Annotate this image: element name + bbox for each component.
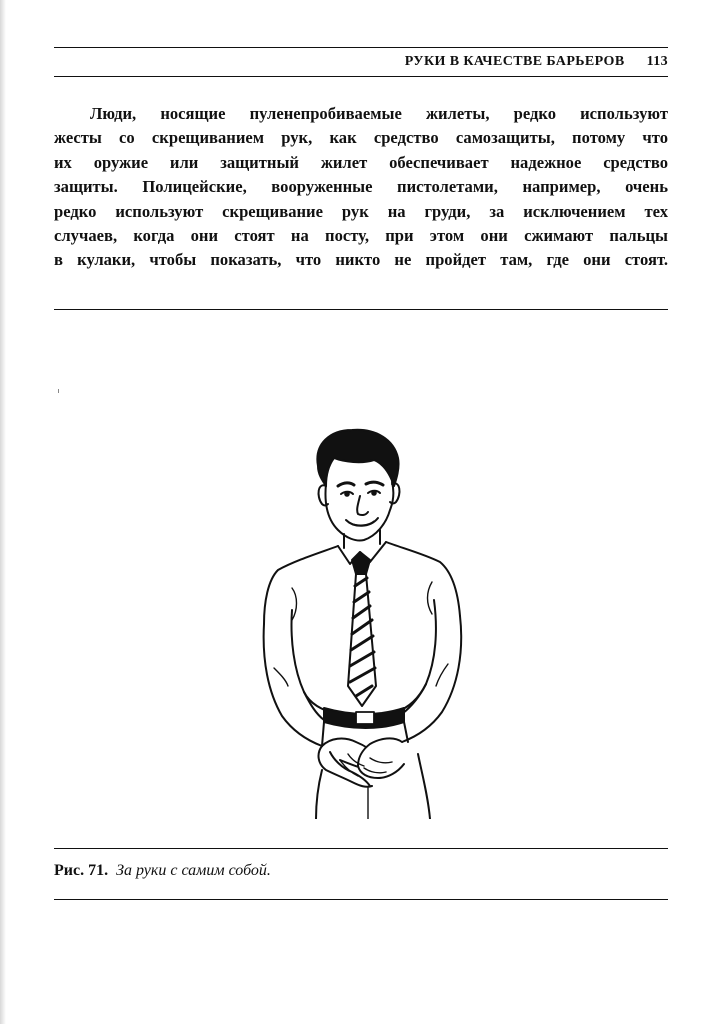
figure-label: Рис. 71. <box>54 862 109 879</box>
caption-top-rule <box>54 848 668 849</box>
running-header <box>54 50 668 74</box>
paragraph-line: случаев, когда они стоят на посту, при этом они сжимают пальцы <box>54 226 668 246</box>
paragraph-line: защиты. Полицейские, вооруженные пистолетами, например, очень <box>54 177 668 197</box>
figure-caption-text: За руки с самим собой. <box>116 862 271 879</box>
figure-71-illustration <box>252 424 472 819</box>
paragraph-line: в кулаки, чтобы показать, что никто не пройдет там, где они стоят. <box>54 250 668 270</box>
header-bottom-rule <box>54 76 668 77</box>
scan-speck <box>58 389 59 393</box>
paragraph-line: жесты со скрещиванием рук, как средство самозащиты, потому что <box>54 128 668 148</box>
page-left-edge-shadow <box>0 0 6 1024</box>
running-header-title: РУКИ В КАЧЕСТВЕ БАРЬЕРОВ <box>404 54 625 69</box>
body-paragraph <box>54 102 668 273</box>
caption-bottom-rule <box>54 899 668 900</box>
figure-caption <box>54 862 271 880</box>
paragraph-line: Люди, носящие пуленепробиваемые жилеты, редко используют <box>90 104 668 123</box>
header-top-rule <box>54 47 668 48</box>
paragraph-line: их оружие или защитный жилет обеспечивает надежное средство <box>54 152 668 172</box>
text-separator-rule <box>54 309 668 310</box>
paragraph-line: редко используют скрещивание рук на груди, за исключением тех <box>54 201 668 221</box>
page-number: 113 <box>646 54 668 69</box>
